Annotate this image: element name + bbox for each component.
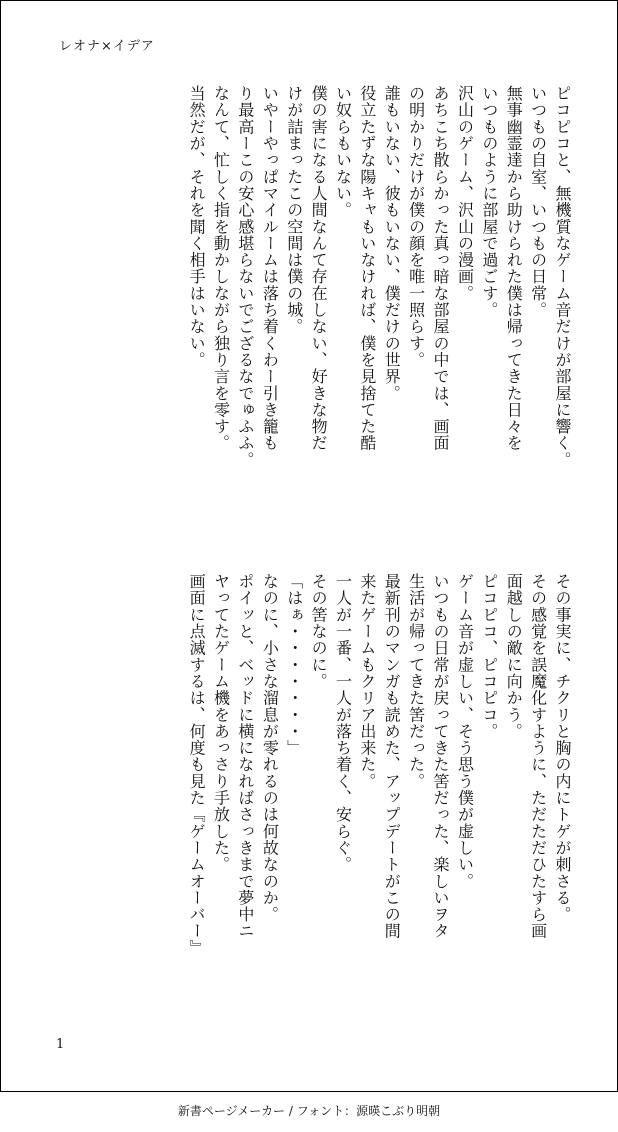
text-line: り最高ーこの安心感堪らないでござるなでゅふふ。 bbox=[235, 85, 255, 468]
text-line: 誰もいない、彼もいない、僕だけの世界。 bbox=[382, 85, 402, 402]
text-line: いつもの日常が戻ってきた筈だった、楽しいヲタ bbox=[431, 573, 451, 940]
text-line: いつもの自室、いつもの日常。 bbox=[528, 85, 548, 319]
text-line: ポイッと、ベッドに横になればさっきまで夢中ニ bbox=[235, 573, 255, 940]
text-line: ピコピコと、無機質なゲーム音だけが部屋に響く。 bbox=[553, 85, 572, 468]
text-line: 最新刊のマンガも読めた、アップデートがこの間 bbox=[382, 573, 402, 940]
footer-credit: 新書ページメーカー / フォント：源暎こぶり明朝 bbox=[177, 1104, 441, 1118]
text-line: その感覚を誤魔化すように、ただただひたすら画 bbox=[528, 573, 548, 940]
text-line: 沢山のゲーム、沢山の漫画。 bbox=[455, 85, 475, 302]
text-line: なんて、忙しく指を動かしながら独り言を零す。 bbox=[211, 85, 231, 452]
text-line: いやーやっぱマイルームは落ち着くわー引き籠も bbox=[260, 85, 280, 452]
text-line: の明かりだけが僕の顔を唯一照らす。 bbox=[406, 85, 426, 369]
lower-text-block bbox=[184, 573, 574, 1043]
text-line: その事実に、チクリと胸の内にトゲが刺さる。 bbox=[553, 573, 572, 923]
text-line: 役立たずな陽キャもいなければ、僕を見捨てた酷 bbox=[357, 85, 377, 452]
text-line: ゲーム音が虚しい、そう思う僕が虚しい。 bbox=[455, 573, 475, 890]
text-line: い奴らもいない。 bbox=[333, 85, 353, 219]
text-line: 来たゲームもクリア出来た。 bbox=[357, 573, 377, 790]
text-line: その筈なのに。 bbox=[309, 573, 329, 690]
text-line: 一人が一番、一人が落ち着く、安らぐ。 bbox=[333, 573, 353, 873]
text-line: なのに、小さな溜息が零れるのは何故なのか。 bbox=[260, 573, 280, 923]
upper-text-block bbox=[184, 85, 574, 555]
text-line: 僕の害になる人間なんて存在しない、好きな物だ bbox=[309, 85, 329, 452]
text-line: 面越しの敵に向かう。 bbox=[504, 573, 524, 740]
text-line: 画面に点滅するは、何度も見た『ゲームオーバー』 bbox=[187, 573, 207, 956]
text-line: ヤってたゲーム機をあっさり手放した。 bbox=[211, 573, 231, 873]
page-number: 1 bbox=[56, 1037, 65, 1052]
text-line: いつものように部屋で過ごす。 bbox=[479, 85, 499, 319]
text-line: ピコピコ、ピコピコ。 bbox=[479, 573, 499, 740]
text-line: 生活が帰ってきた筈だった。 bbox=[406, 573, 426, 790]
text-line: 無事幽霊達から助けられた僕は帰ってきた日々を bbox=[504, 85, 524, 452]
text-line: 当然だが、それを聞く相手はいない。 bbox=[187, 85, 207, 369]
text-line: あちこち散らかった真っ暗な部屋の中では、画面 bbox=[431, 85, 451, 452]
text-line: 「はぁ・・・・・・・」 bbox=[284, 573, 304, 757]
text-line: けが詰まったこの空間は僕の城。 bbox=[284, 85, 304, 335]
page-header-title: レオナ×イデア bbox=[59, 39, 155, 54]
